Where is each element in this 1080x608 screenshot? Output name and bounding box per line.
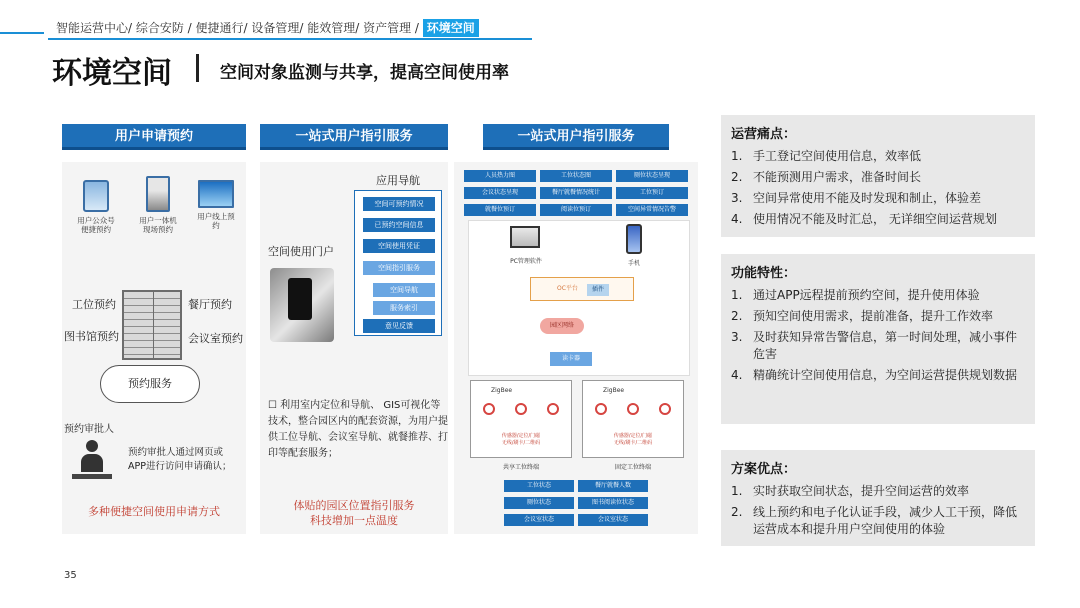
zigbee-label: ZigBee [491, 387, 513, 394]
sensor-icon [627, 403, 639, 415]
panel1-note: 多种便捷空间使用申请方式 [88, 505, 220, 518]
nav-item[interactable]: 意见反馈 [363, 319, 435, 333]
breadcrumb-path[interactable]: 智能运营中心/ 综合安防 / 便捷通行/ 设备管理/ 能效管理/ 资产管理 / [56, 21, 423, 35]
list-item: 4. 使用情况不能及时汇总， 无详细空间运营规划 [731, 212, 997, 226]
status-cell: 工位状态 [504, 480, 574, 492]
kiosk-icon [146, 176, 170, 212]
card-reader: 读卡器 [550, 352, 592, 366]
nav-item[interactable]: 空间可预约情况 [363, 197, 435, 211]
list-item: 3. 空间异常使用不能及时发现和制止，体验差 [731, 191, 982, 205]
function-cell: 餐厅就餐情况统计 [540, 187, 612, 199]
mobile-icon [626, 224, 642, 254]
function-cell: 厕位状态呈现 [616, 170, 688, 182]
function-cell: 空间异常情况告警 [616, 204, 688, 216]
sensor-icon [659, 403, 671, 415]
device-kiosk [128, 176, 188, 234]
function-cell: 会议状态呈现 [464, 187, 536, 199]
panel-guide-service-header: 一站式用户指引服务 [260, 124, 448, 150]
panel-architecture-header: 一站式用户指引服务 [483, 124, 669, 150]
status-cell: 会议室状态 [578, 514, 648, 526]
function-cell: 工位预订 [616, 187, 688, 199]
terminal-note: 传感器/定位/门磁 无线/刷卡/二维码 [501, 433, 541, 446]
status-cell: 图书阅读位状态 [578, 497, 648, 509]
device-wechat [66, 180, 126, 234]
advantages-title: 方案优点： [731, 462, 797, 477]
function-cell: 就餐位预订 [464, 204, 536, 216]
terminal-note: 传感器/定位/门磁 无线/刷卡/二维码 [613, 433, 653, 446]
sensor-icon [483, 403, 495, 415]
app-nav-label: 应用导航 [376, 174, 420, 187]
fixed-terminal [582, 380, 684, 458]
list-item: 1. 通过APP远程提前预约空间，提升使用体验 [731, 288, 980, 302]
tablet-icon [83, 180, 109, 212]
features-box [721, 254, 1035, 424]
features-title: 功能特性： [731, 266, 797, 281]
server-icon [122, 290, 182, 360]
zigbee-label: ZigBee [603, 387, 625, 394]
advantages-list [731, 483, 1025, 538]
list-item: 3. 及时获知异常告警信息，第一时间处理，减小事件危害 [731, 330, 1018, 361]
nav-item[interactable]: 空间使用凭证 [363, 239, 435, 253]
panel-user-booking-header: 用户申请预约 [62, 124, 246, 150]
sensor-icon [515, 403, 527, 415]
list-item: 1. 手工登记空间使用信息，效率低 [731, 149, 922, 163]
label-library: 图书馆预约 [64, 330, 119, 343]
panel2-note: 体贴的园区位置指引服务 科技增加一点温度 [293, 499, 415, 527]
app-nav-menu [354, 190, 442, 336]
pain-points-list [731, 148, 1025, 228]
status-cell: 厕位状态 [504, 497, 574, 509]
oc-label: OC平台 [557, 285, 578, 292]
campus-network: 园区网络 [540, 318, 584, 334]
nav-subitem[interactable]: 空间导航 [373, 283, 435, 297]
breadcrumb-active[interactable]: 环境空间 [423, 19, 479, 37]
label-restaurant: 餐厅预约 [188, 298, 232, 311]
function-cell: 阅读位预订 [540, 204, 612, 216]
pc-label: PC管理软件 [510, 258, 542, 265]
nav-subitem[interactable]: 服务索引 [373, 301, 435, 315]
status-cell: 餐厅就餐人数 [578, 480, 648, 492]
oc-platform [530, 277, 634, 301]
approver-icon [72, 440, 114, 482]
sensor-icon [595, 403, 607, 415]
function-cell: 人员热力图 [464, 170, 536, 182]
device-label: 用户公众号 便捷预约 [77, 216, 115, 234]
nav-item[interactable]: 空间指引服务 [363, 261, 435, 275]
pain-points-title: 运营痛点： [731, 127, 797, 142]
approver-description: 预约审批人通过网页或APP进行访问申请确认； [128, 447, 232, 472]
function-cell: 工位状态图 [540, 170, 612, 182]
page-subtitle: 空间对象监测与共享，提高空间使用率 [220, 63, 509, 83]
phone-icon [270, 268, 334, 342]
label-approver: 预约审批人 [64, 424, 114, 435]
list-item: 2. 线上预约和电子化认证手段，减少人工干预，降低运营成本和提升用户空间使用的体验 [731, 505, 1018, 536]
panel2-description: ☐ 利用室内定位和导航、 GIS可视化等技术，整合园区内的配套资源，为用户提供工位导航、会议室导航、就餐推荐、打印等配套服务； [268, 400, 448, 459]
list-item: 4. 精确统计空间使用信息，为空间运营提供规划数据 [731, 368, 1018, 382]
label-workstation: 工位预约 [72, 298, 116, 311]
status-cell: 会议室状态 [504, 514, 574, 526]
page-title: 环境空间 [52, 56, 172, 91]
list-item: 2. 预知空间使用需求，提前准备，提升工作效率 [731, 309, 994, 323]
plugin-box: 插件 [587, 284, 609, 296]
pc-icon [510, 226, 540, 248]
features-list [731, 287, 1025, 384]
advantages-box [721, 450, 1035, 546]
sensor-icon [547, 403, 559, 415]
page-number: 35 [64, 570, 77, 581]
device-label: 用户线上预 约 [197, 212, 235, 230]
label-meeting: 会议室预约 [188, 332, 243, 345]
nav-item[interactable]: 已预约空间信息 [363, 218, 435, 232]
pain-points-box [721, 115, 1035, 237]
fixed-terminal-label: 固定工位终端 [614, 464, 651, 471]
booking-service-cloud: 预约服务 [100, 365, 200, 403]
shared-terminal-label: 共享工位终端 [502, 464, 539, 471]
device-online [186, 180, 246, 230]
mobile-label: 手机 [627, 260, 640, 267]
computer-icon [198, 180, 234, 208]
list-item: 2. 不能预测用户需求，准备时间长 [731, 170, 922, 184]
shared-terminal [470, 380, 572, 458]
list-item: 1. 实时获取空间状态，提升空间运营的效率 [731, 484, 970, 498]
portal-label: 空间使用门户 [268, 245, 334, 258]
device-label: 用户一体机 现场预约 [139, 216, 177, 234]
